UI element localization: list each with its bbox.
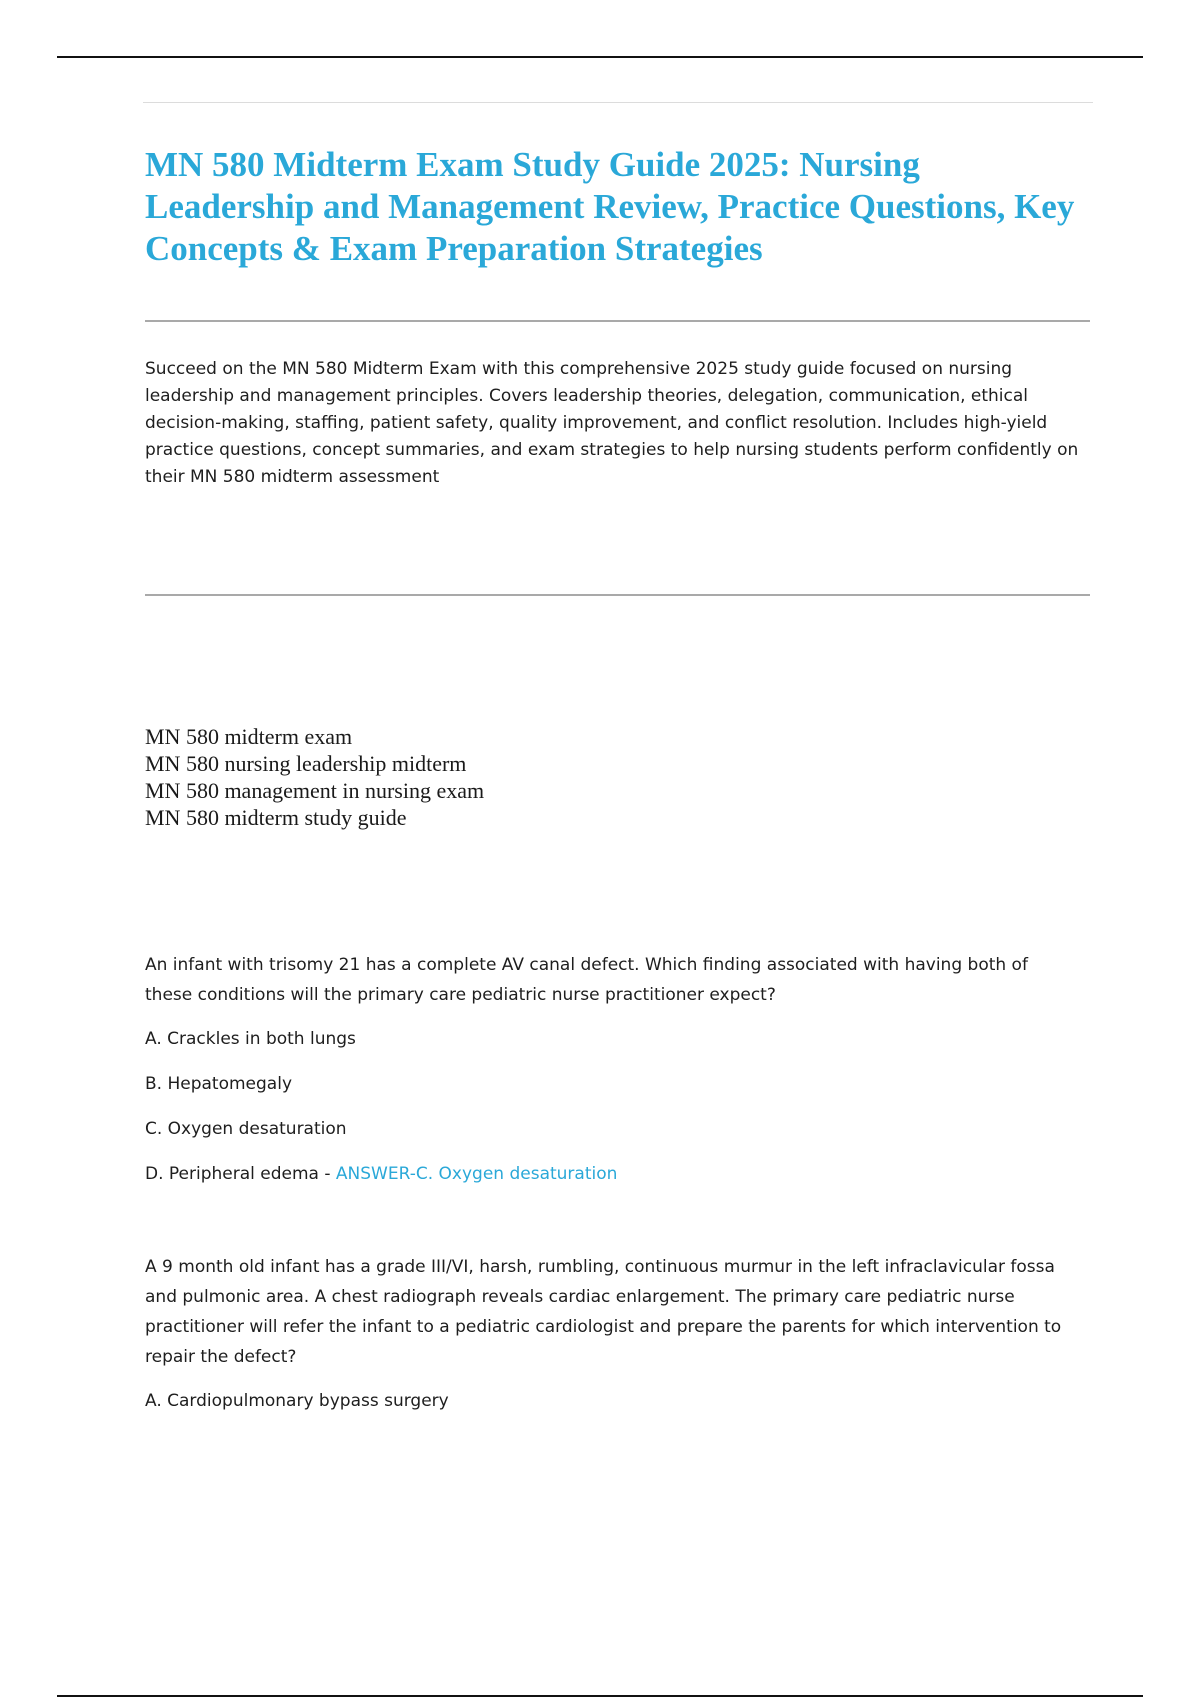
answer-option: B. Hepatomegaly (145, 1074, 292, 1094)
question-1 (145, 950, 1080, 1189)
keyword-item: MN 580 midterm exam (145, 724, 353, 749)
answer-option: A. Cardiopulmonary bypass surgery (145, 1391, 449, 1411)
answer-option: C. Oxygen desaturation (145, 1119, 347, 1139)
document-title: MN 580 Midterm Exam Study Guide 2025: Nursing Leadership and Management Review, Practice Questions, Key Concepts & Exam Preparation Strategies (145, 145, 1075, 268)
keyword-item: MN 580 management in nursing exam (145, 778, 485, 803)
question-stem: An infant with trisomy 21 has a complete AV canal defect. Which finding associated with having both of these conditions will the primary care pediatric nurse practitioner expect? (145, 955, 1028, 1005)
description-divider (145, 594, 1090, 596)
question-2 (145, 1252, 1080, 1416)
answer-option: D. Peripheral edema - (145, 1164, 336, 1184)
answer-option-with-key (145, 1159, 1080, 1189)
page-bottom-border (57, 1695, 1143, 1697)
question-stem: A 9 month old infant has a grade III/VI, harsh, rumbling, continuous murmur in the left infraclavicular fossa and pulmonic area. A chest radiograph reveals cardiac enlargement. The primary care pediatric nurse practitioner will refer the infant to a pediatric cardiologist and prepare the parents for which intervention to repair the defect? (145, 1257, 1062, 1367)
title-divider (145, 320, 1090, 322)
header-divider (143, 102, 1093, 103)
page-top-border (57, 56, 1143, 58)
keyword-item: MN 580 midterm study guide (145, 805, 407, 830)
answer-option: A. Crackles in both lungs (145, 1029, 356, 1049)
keyword-item: MN 580 nursing leadership midterm (145, 751, 467, 776)
document-description: Succeed on the MN 580 Midterm Exam with this comprehensive 2025 study guide focused on nursing leadership and management principles. Covers leadership theories, delegation, communication, ethical decision-making, staffing, patient safety, quality improvement, and conflict resolution. Includes high-yield practice questions, concept summaries, and exam strategies to help nursing students perform confidently on their MN 580 midterm assessment (145, 359, 1079, 487)
correct-answer: ANSWER-C. Oxygen desaturation (335, 1164, 618, 1184)
keyword-list (145, 723, 484, 831)
